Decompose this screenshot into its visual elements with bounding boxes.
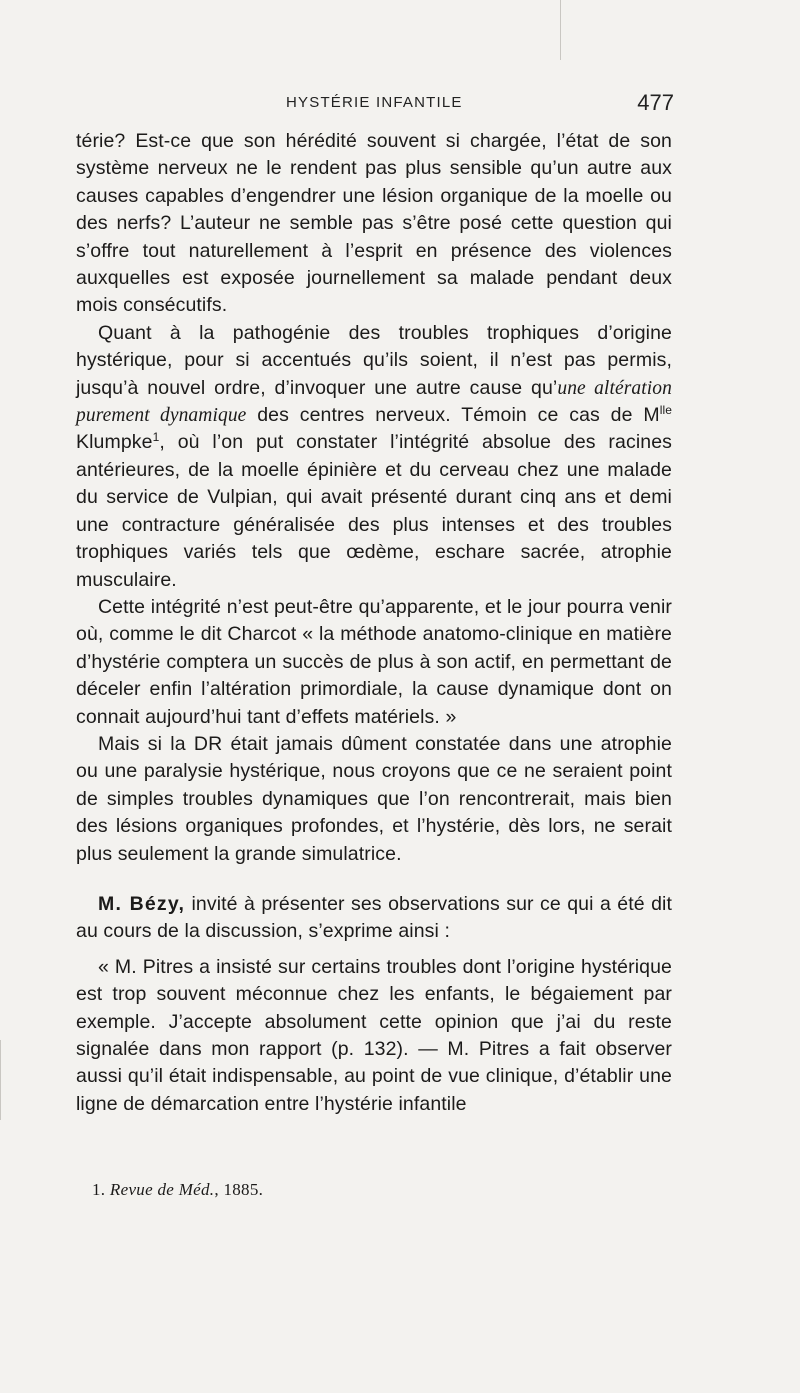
- footnote-year: , 1885.: [214, 1180, 264, 1199]
- scan-artifact-line: [560, 0, 561, 60]
- paragraph-2: [76, 320, 672, 594]
- running-title: HYSTÉRIE INFANTILE: [286, 94, 463, 111]
- scan-artifact-line: [0, 1040, 1, 1120]
- paragraph-6: « M. Pitres a insisté sur certains troubles dont l’origine hystérique est trop souvent méconnue chez les enfants, le bégaiement par exemple. J’accepte absolument cette opinion que j’ai du reste signalée dans mon rapport (p. 132). — M. Pitres a fait observer aussi qu’il était indispensable, au point de vue clinique, d’établir une ligne de démarcation entre l’hystérie infantile: [76, 955, 672, 1115]
- paragraph-4: Mais si la DR était jamais dûment constatée dans une atrophie ou une paralysie hystérique, nous croyons que ce ne seraient point de simples troubles dynamiques que l’on rencontrerait, mais bien des lésions organiques profondes, et l’hystérie, dès lors, ne serait plus seulement la grande simulatrice.: [76, 732, 672, 865]
- page-header: [74, 90, 674, 118]
- footnote-marker[interactable]: 1: [152, 430, 160, 445]
- footnote-number: 1.: [92, 1180, 106, 1199]
- paragraph-1: térie? Est-ce que son hérédité souvent si chargée, l’état de son système nerveux ne le rendent pas plus sensible qu’un autre aux causes capables d’engendrer une lésion organique de la moelle ou des nerfs? L’auteur ne semble pas s’être posé cette question qui s’offre tout naturellement à l’esprit en présence des violences auxquelles est exposée journellement sa malade pendant deux mois consécutifs.: [76, 130, 672, 317]
- paragraph-2-part-4: , où l’on put constater l’intégrité absolue des racines antérieures, de la moelle épinière et du cerveau chez une malade du service de Vulpian, qui avait présenté durant cinq ans et demi une contracture généralisée des plus intenses et des troubles trophiques variés tels que œdème, eschare sacrée, atrophie musculaire.: [76, 431, 672, 591]
- footnote-source: Revue de Méd.: [109, 1180, 215, 1199]
- speaker-name: M. Bézy,: [98, 892, 186, 915]
- paragraph-5-text: invité à présenter ses observations sur ce qui a été dit au cours de la discussion, s’exprime ainsi :: [76, 892, 672, 943]
- paragraph-3: Cette intégrité n’est peut-être qu’apparente, et le jour pourra venir où, comme le dit Charcot « la méthode anatomo-clinique en matière d’hystérie comptera un succès de plus à son actif, en permettant de déceler enfin l’altération primordiale, la cause dynamique dont on connait aujourd’hui tant d’effets matériels. »: [76, 595, 672, 728]
- paragraph-2-part-1: Quant à la pathogénie des troubles trophiques d’origine hystérique, pour si accentués qu’ils soient, il n’est pas permis, jusqu’à nouvel ordre, d’invoquer une autre cause qu’: [76, 321, 672, 399]
- paragraph-5: [76, 891, 672, 946]
- paragraph-2-part-3: Klumpke: [76, 431, 153, 454]
- footnote: [92, 1180, 263, 1200]
- paragraph-2-part-2: des centres nerveux. Témoin ce cas de M: [246, 404, 660, 427]
- italic-phrase: une altération purement dynamique: [76, 377, 672, 427]
- superscript-lle: lle: [659, 403, 672, 418]
- body-text: [76, 128, 672, 1118]
- page-number: 477: [637, 90, 674, 115]
